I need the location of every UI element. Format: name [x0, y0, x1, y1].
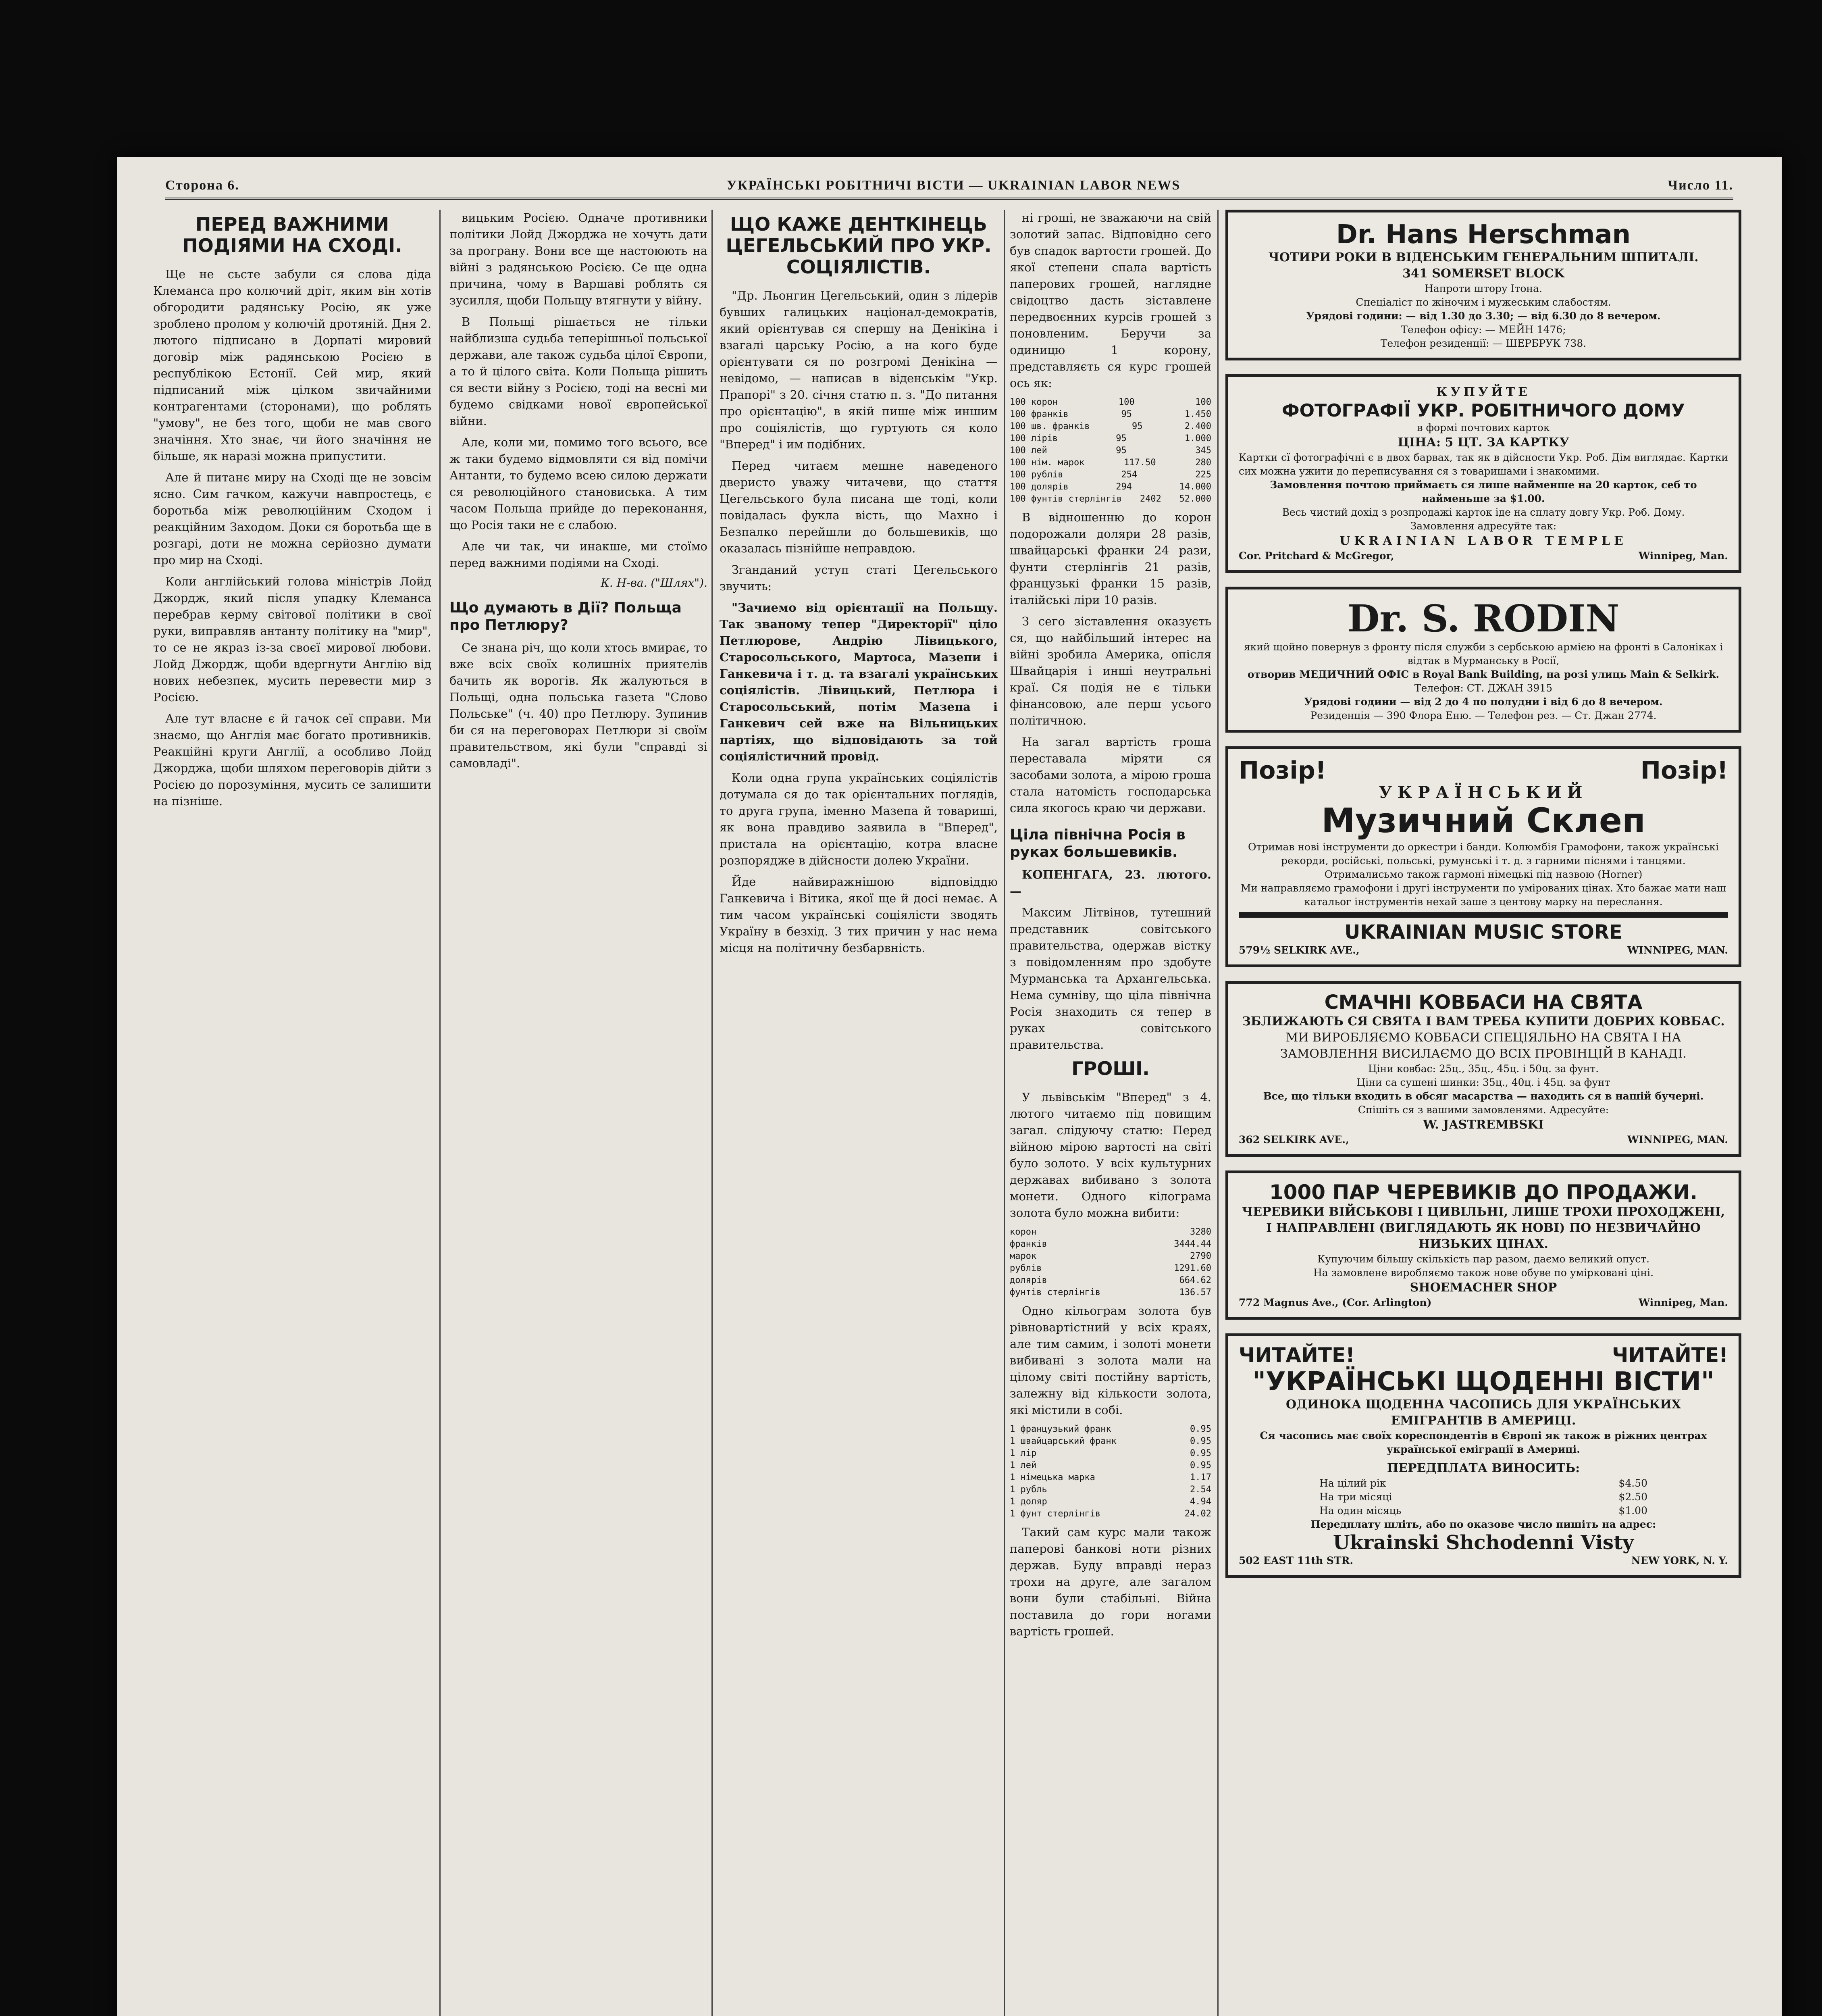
table-cell: 117.50 — [1124, 458, 1156, 468]
gold-row — [1010, 1250, 1211, 1262]
gold-coin-table — [1010, 1226, 1211, 1299]
ad-city: Winnipeg, Man. — [1638, 1297, 1728, 1308]
table-cell: 4.94 — [1190, 1497, 1211, 1507]
ad-attention: ЧИТАЙТЕ! — [1612, 1343, 1728, 1367]
subscription-rates — [1319, 1477, 1647, 1518]
ad-title: Dr. Hans Herschman — [1336, 220, 1631, 250]
ad-title: 1000 ПАР ЧЕРЕВИКІВ ДО ПРОДАЖИ. — [1269, 1181, 1698, 1204]
ad-text: Резиденція — 390 Флора Еню. — Телефон рез. — Ст. Джан 2774. — [1310, 710, 1657, 721]
rate-row — [1010, 1484, 1211, 1496]
ad-owner: W. JASTREMBSKI — [1423, 1118, 1544, 1132]
ad-text: Ми направляємо грамофони і другі інструменти по умірованих цінах. Хто бажає мати наш катальог інструментів нехай заше з центову марку на переслання. — [1240, 882, 1726, 908]
table-cell: 100 фунтів стерлінгів — [1010, 494, 1122, 504]
table-cell: долярів — [1010, 1275, 1047, 1286]
subscription-rate-row — [1319, 1490, 1647, 1504]
article-paragraph: Але, коли ми, помимо того всього, все ж таки будемо відмовляти ся від помічи Антанти, то будемо всею силою держати ся революційного становиська. А тим часом Польща прийде до переконання, що Росія таки не є слабою. — [449, 435, 707, 532]
table-cell: корон — [1010, 1227, 1037, 1237]
ad-address: 579½ SELKIRK AVE., — [1239, 944, 1360, 956]
table-cell: 1 лір — [1010, 1448, 1037, 1459]
column-rule — [711, 210, 713, 2016]
ad-attention: ЧИТАЙТЕ! — [1239, 1343, 1355, 1367]
table-cell: 100 рублів — [1010, 470, 1063, 480]
gold-row — [1010, 1287, 1211, 1299]
ad-text: ЧОТИРИ РОКИ В ВІДЕНСЬКИМ ГЕНЕРАЛЬНИМ ШПИТАЛІ. — [1268, 250, 1699, 264]
ad-sausage — [1225, 981, 1741, 1157]
article-title: ПЕРЕД ВАЖНИМИ ПОДІЯМИ НА СХОДІ. — [182, 213, 402, 256]
article-signature: К. Н-ва. ("Шлях"). — [601, 576, 707, 589]
table-cell: 2.54 — [1190, 1485, 1211, 1495]
table-cell: 95 — [1131, 421, 1143, 431]
subscription-rate-row — [1319, 1477, 1647, 1490]
page-header — [165, 173, 1733, 200]
ad-text: який щойно повернув з фронту після служби з сербською армією на фронті в Салоніках і відтак в Мурманську в Росії, — [1244, 641, 1723, 666]
ad-attention: Позір! — [1239, 756, 1327, 785]
ad-daily-news — [1225, 1333, 1741, 1578]
table-cell: 2790 — [1190, 1251, 1211, 1262]
table-cell: 1.17 — [1190, 1472, 1211, 1483]
rate-price: $4.50 — [1618, 1477, 1647, 1489]
table-cell: 664.62 — [1179, 1275, 1211, 1286]
table-cell: фунтів стерлінгів — [1010, 1287, 1101, 1298]
rate-row — [1010, 1472, 1211, 1484]
table-cell: 52.000 — [1179, 494, 1211, 504]
ad-address: 362 SELKIRK AVE., — [1239, 1134, 1349, 1145]
ad-phone: Телефон резиденції: — ШЕРБРУК 738. — [1380, 337, 1587, 349]
table-cell: 3444.44 — [1174, 1239, 1211, 1250]
ad-price: ЦІНА: 5 ЦТ. ЗА КАРТКУ — [1398, 435, 1569, 450]
rate-row — [1010, 421, 1211, 433]
ad-text: Ся часопись має своїх кореспондентів в Європі як також в ріжних центрах української еміграції в Америці. — [1260, 1430, 1707, 1455]
ad-hours: Урядові години: — від 1.30 до 3.30; — від 6.30 до 8 вечером. — [1306, 310, 1661, 322]
table-cell: 100 лірів — [1010, 433, 1058, 444]
article-subtitle: Ціла північна Росія в руках большевиків. — [1010, 827, 1186, 861]
article-paragraph: Зганданий уступ статі Цегельського звучить: — [720, 562, 998, 593]
rate-row — [1010, 396, 1211, 408]
ad-text: отворив МЕДИЧНИЙ ОФІС в Royal Bank Building, на розі улиць Main & Selkirk. — [1247, 669, 1720, 680]
article-column-2 — [449, 210, 707, 777]
article-column-4 — [1010, 210, 1211, 1645]
table-cell: 0.95 — [1190, 1424, 1211, 1435]
article-paragraph: вицьким Росією. Одначе противники політики Лойд Джорджа не хочуть дати за програну. Вони все ще настоюють на війні з радянською Росією. Се ще одна причина, чому в Варшаві роблять ся зусилля, щоби Польщу втягнути у війну. — [449, 211, 707, 307]
table-cell: 1 фунт стерлінгів — [1010, 1509, 1101, 1519]
table-cell: 136.57 — [1179, 1287, 1211, 1298]
ad-text: Напроти штору Ітона. — [1425, 283, 1542, 294]
ad-paper-name: Ukrainski Shchodenni Visty — [1333, 1531, 1634, 1554]
table-cell: 1 німецька марка — [1010, 1472, 1095, 1483]
article-paragraph: Коли англійський голова міністрів Лойд Джордж, який після упадку Клеманса перебрав керму світової політики в свої руки, виправляв антанту політику на "мир", то се не якраз із-за своєї мирової любови. Лойд Джордж, щоби вдергнути Англію від нових небезпек, мусить перевести мир з Росією. — [153, 574, 431, 704]
ad-text: ЗБЛИЖАЮТЬ СЯ СВЯТА І ВАМ ТРЕБА КУПИТИ ДОБРИХ КОВБАС. — [1242, 1014, 1725, 1029]
table-cell: 2402 — [1140, 494, 1161, 504]
ad-text: ЧЕРЕВИКИ ВІЙСЬКОВІ І ЦИВІЛЬНІ, ЛИШЕ ТРОХИ ПРОХОДЖЕНІ, І НАПРАВЛЕНІ (ВИГЛЯДАЮТЬ ЯК НОВІ) ПО НЕЗВИЧАЙНО НИЗЬКИХ ЦІНАХ. — [1242, 1205, 1725, 1251]
ad-phone: Телефон: СТ. ДЖАН 3915 — [1414, 682, 1553, 694]
ad-shoes — [1225, 1170, 1741, 1320]
column-rule — [439, 210, 441, 2016]
ad-text: Отримав нові інструменти до оркестри і банди. Колюмбія Грамофони, також українські рекорди, російські, польські, румунські і т. д. з гарними піснями і танцями. — [1248, 841, 1719, 866]
rate-row — [1010, 469, 1211, 481]
table-cell: марок — [1010, 1251, 1037, 1262]
newspaper-page — [117, 157, 1782, 2016]
table-cell: 1 лей — [1010, 1460, 1037, 1471]
ad-city: Winnipeg, Man. — [1638, 550, 1728, 562]
ad-kicker: КУПУЙТЕ — [1436, 385, 1531, 399]
table-cell: 100 шв. франків — [1010, 421, 1090, 431]
rate-price: $2.50 — [1618, 1491, 1647, 1503]
article-paragraph: В Польщі рішається не тільки найблизша судьба теперішньої польської держави, але також судьба цілої Європи, а то й цілого світа. Коли Польща рішить ся вести війну з Росією, тоді на весні ми будемо свідками нової європейської війни. — [449, 315, 707, 428]
table-cell: 1.450 — [1184, 409, 1211, 419]
ad-rule — [1239, 912, 1728, 918]
ad-music-store — [1225, 746, 1741, 967]
article-quote: "Зачиемо від орієнтації на Польщу. Так званому тепер "Директорії" ціло Петлюрове, Андрію Лівицького, Старосольського, Мартоса, Мазепи і Ганкевича і т. д. та взагалі українських соціялістів. Лівицький, Петлюра і Старосольський, потім Мазепа і Ганкевич сей вже на Вільницьких партіях, що відповідають за той соціялістичний провід. — [720, 600, 998, 763]
table-cell: 345 — [1195, 446, 1211, 456]
ad-title: СМАЧНІ КОВБАСИ НА СВЯТА — [1324, 991, 1643, 1014]
article-paragraph: Йде найвиражнішою відповіддю Ганкевича і Вітика, якої ще й досі немає. А тим часом українські соціялісти зводять Україну в безхід. З тих причин у нас нема місця на політичну безбарвність. — [720, 875, 998, 955]
ad-text: ОДИНОКА ЩОДЕННА ЧАСОПИСЬ ДЛЯ УКРАЇНСЬКИХ ЕМІГРАНТІВ В АМЕРИЦІ. — [1285, 1397, 1681, 1428]
ad-address: 772 Magnus Ave., (Cor. Arlington) — [1239, 1297, 1432, 1308]
gold-row — [1010, 1238, 1211, 1250]
gold-row — [1010, 1226, 1211, 1238]
article-paragraph: Максим Літвінов, тутешний представник совітського правительства, одержав вістку з повідомленням про здобуте Мурманська та Архангельська. Нема сумніву, що ціла північна Росія знаходить ся тепер в руках совітського правительства. — [1010, 906, 1211, 1052]
table-cell: 0.95 — [1190, 1460, 1211, 1471]
currency-rate-table — [1010, 1423, 1211, 1520]
ad-title: Музичний Склеп — [1321, 801, 1645, 840]
article-paragraph: На загал вартість гроша переставала міряти ся засобами золота, а мірою гроша стала натомість господарська сила якогось краю чи держави. — [1010, 735, 1211, 815]
rate-row — [1010, 493, 1211, 505]
advertisement-column — [1225, 210, 1741, 1591]
article-paragraph: Одно кільограм золота був рівновартістний у всіх краях, але тим самим, і золоті монети вибивані з золота мали на цілому світі постійну вартість, залежну від кількости золота, які містили в собі. — [1010, 1304, 1211, 1417]
ad-text: На замовлене виробляємо також нове обуве по умірковані ціні. — [1313, 1267, 1654, 1279]
ad-text: Спеціаліст по жіночим і мужеським слабостям. — [1356, 296, 1611, 308]
gold-row — [1010, 1262, 1211, 1275]
table-cell: 0.95 — [1190, 1436, 1211, 1447]
ad-title: "УКРАЇНСЬКІ ЩОДЕННІ ВІСТИ" — [1252, 1367, 1715, 1397]
table-cell: 24.02 — [1184, 1509, 1211, 1519]
table-cell: 1 швайцарський франк — [1010, 1436, 1117, 1447]
table-cell: 100 — [1118, 397, 1135, 407]
article-paragraph: З сего зіставлення оказуєть ся, що найбільший інтерес на війні зробила Америка, опісля Швайцарія і инші неутральні краї. Ся подія не є тільки фінансовою, але перш усього політичною. — [1010, 614, 1211, 727]
ad-text: МИ ВИРОБЛЯЄМО КОВБАСИ СПЕЦІЯЛЬНО НА СВЯТА І НА ЗАМОВЛЕННЯ ВИСИЛАЄМО ДО ВСІХ ПРОВІНЦІЙ В КАНАДІ. — [1280, 1031, 1687, 1061]
page-number: Сторона 6. — [165, 178, 239, 193]
table-cell: 254 — [1121, 470, 1138, 480]
rate-row — [1010, 408, 1211, 421]
rate-row — [1010, 481, 1211, 493]
table-cell: 2.400 — [1184, 421, 1211, 431]
ad-title: ФОТОГРАФІЇ УКР. РОБІТНИЧОГО ДОМУ — [1282, 400, 1685, 421]
article-paragraph: "Др. Льонгин Цегельський, один з лідерів бувших галицьких націонал-демократів, який орієнтував ся спершу на Денікіна і взагалі царську Росію, а на кого буде орієнтувати ся по розгромі Денікіна — невідомо, — написав в віденськім "Укр. Прапорі" з 20. січня статю п. з. "До питання про орієнтацію", в якій пише між иншим про соціялістів, що гуртують ся коло "Вперед" і им подібних. — [720, 288, 998, 451]
table-cell: 1 рубль — [1010, 1485, 1047, 1495]
ad-address: 341 SOMERSET BLOCK — [1402, 267, 1564, 281]
ad-phone: Телефон офісу: — МЕЙН 1476; — [1401, 324, 1566, 335]
ad-org: UKRAINIAN LABOR TEMPLE — [1339, 534, 1627, 548]
table-cell: 225 — [1195, 470, 1211, 480]
ad-photos — [1225, 374, 1741, 573]
table-cell: 100 нім. марок — [1010, 458, 1085, 468]
article-subtitle: Що думають в Дії? Польща про Петлюру? — [449, 600, 682, 634]
article-paragraph: ні грошi, не зважаючи на свій золотий запас. Відповідно сего був спадок вартости грошей. До якої степени спала вартість паперових грошей, наглядне свідоцтво дасть зіставлене передвоєнних курсів грошей з поновленим. Беручи за одиницю 1 корону, представляєть ся курс грошей ось як: — [1010, 211, 1211, 390]
ad-title: Dr. S. RODIN — [1347, 597, 1620, 640]
table-cell: 1291.60 — [1174, 1263, 1211, 1274]
article-column-3 — [720, 210, 998, 961]
ad-kicker: УКРАЇНСЬКИЙ — [1379, 783, 1588, 802]
table-cell: 0.95 — [1190, 1448, 1211, 1459]
table-cell: 1 доляр — [1010, 1497, 1047, 1507]
article-title: ЩО КАЖЕ ДЕНТКІНЕЦЬ ЦЕГЕЛЬСЬКИЙ ПРО УКР. СОЦІЯЛІСТІВ. — [726, 213, 992, 278]
table-cell: 100 — [1195, 397, 1211, 407]
article-column-1 — [153, 210, 431, 814]
ad-text: Замовлення почтою приймаєть ся лише найменше на 20 карток, себ то найменьше за $1.00. — [1270, 479, 1697, 504]
article-paragraph: Але чи так, чи инакше, ми стоїмо перед важними подіями на Сході. — [449, 539, 707, 570]
issue-number: Число 11. — [1668, 178, 1733, 193]
gold-row — [1010, 1275, 1211, 1287]
article-paragraph: Коли одна група українських соціялістів дотумала ся до так орієнтальних поглядів, то друга група, іменно Мазепа й товариші, як вона правдиво заявила в "Вперед", пристала на орієнтацію, котра власне розпорядже в дійсности долею України. — [720, 771, 998, 867]
column-rule — [1217, 210, 1219, 2016]
table-cell: 280 — [1195, 458, 1211, 468]
table-cell: 95 — [1116, 433, 1127, 444]
ad-text: Все, що тільки входить в обсяг масарства — находить ся в нашій бучерні. — [1263, 1090, 1704, 1102]
table-cell: 95 — [1116, 446, 1127, 456]
article-title: ГРОШІ. — [1071, 1058, 1150, 1080]
rate-term: На три місяці — [1319, 1491, 1392, 1503]
rate-row — [1010, 1460, 1211, 1472]
currency-rate-table — [1010, 396, 1211, 505]
ad-text: Купуючим більшу скількість пар разом, даємо великий опуст. — [1317, 1253, 1650, 1265]
rate-row — [1010, 1435, 1211, 1447]
rate-term: На цілий рік — [1319, 1477, 1386, 1489]
article-paragraph: Се знана річ, що коли хтось вмирає, то вже всіх своїх колишніх приятелів бачить як ворогів. Як жалуються в Польщі, одна польська газета "Слово Польське" (ч. 40) про Петлюру. Зупинив би ся на переговорах Петлюри зі своїм правительством, які були "справді зі самовладі". — [449, 641, 707, 771]
rate-row — [1010, 1508, 1211, 1520]
rate-row — [1010, 457, 1211, 469]
rate-term: На один місяць — [1319, 1505, 1402, 1516]
ad-city: WINNIPEG, MAN. — [1627, 1134, 1728, 1145]
column-rule — [1004, 210, 1005, 2016]
ad-price: Ціни ковбас: 25ц., 35ц., 45ц. і 50ц. за фунт. — [1368, 1063, 1599, 1075]
rate-row — [1010, 1496, 1211, 1508]
rate-price: $1.00 — [1618, 1505, 1647, 1516]
dateline: КОПЕНГАГА, 23. лютого. — — [1010, 868, 1211, 898]
subscription-rate-row — [1319, 1504, 1647, 1518]
table-cell: 294 — [1116, 482, 1132, 492]
ad-rodin — [1225, 587, 1741, 733]
ad-text: Весь чистий дохід з розпродажі карток іде на сплату довгу Укр. Роб. Дому. — [1282, 506, 1685, 518]
table-cell: 14.000 — [1179, 482, 1211, 492]
ad-text: ПЕРЕДПЛАТА ВИНОСИТЬ: — [1387, 1461, 1580, 1475]
article-paragraph: Але тут власне є й гачок сеї справи. Ми знаємо, що Англія має богато противників. Реакційні круги Англії, а особливо Лойд Джорджа, щоби шляхом переговорів дійти з Росією до порозуміння, мусить се залишити на пізніше. — [153, 711, 431, 808]
article-paragraph: Такий сам курс мали також паперові банкові ноти різних держав. Буду вправді нераз трохи на друге, але загалом вони були стабільні. Війна поставила до гори ногами вартість грошей. — [1010, 1525, 1211, 1639]
table-cell: 100 франків — [1010, 409, 1069, 419]
ad-text: Замовлення адресуйте так: — [1410, 520, 1557, 532]
ad-text: Спішіть ся з вашими замовленями. Адресуйте: — [1358, 1104, 1609, 1116]
ad-address: Cor. Pritchard & McGregor, — [1239, 550, 1394, 562]
table-cell: 1.000 — [1184, 433, 1211, 444]
rate-row — [1010, 445, 1211, 457]
ad-text: Картки сї фотографічні є в двох барвах, так як в дійсности Укр. Роб. Дім виглядає. Картки сих можна ужити до переписування ся з товаришами і знакомими. — [1239, 452, 1728, 477]
ad-city: WINNIPEG, MAN. — [1627, 944, 1728, 956]
ad-city: NEW YORK, N. Y. — [1631, 1555, 1728, 1566]
table-cell: рублів — [1010, 1263, 1042, 1274]
rate-row — [1010, 433, 1211, 445]
ad-store-name: UKRAINIAN MUSIC STORE — [1344, 921, 1622, 943]
table-cell: 1 французький франк — [1010, 1424, 1111, 1435]
rate-row — [1010, 1447, 1211, 1460]
table-cell: франків — [1010, 1239, 1047, 1250]
ad-address: 502 EAST 11th STR. — [1239, 1555, 1354, 1566]
table-cell: 100 корон — [1010, 397, 1058, 407]
article-paragraph: Але й питанє миру на Сході ще не зовсім ясно. Сим гачком, кажучи навпростець, є боротьба між революційним Сходом і реакційним Заходом. Доки ся боротьба ще в розгарі, доти не можна серйозно думати про мир на Сході. — [153, 470, 431, 567]
article-paragraph: Перед читаєм мешне наведеного дверисто уважу читачеви, що стаття Цегельського була писана ще тоді, коли повідалась фукла вість, що Махно і Безпалко перейшли до большевиків, що оказалась пізнійше неправдою. — [720, 458, 998, 555]
ad-shop-name: SHOEMAСHER SHOP — [1410, 1281, 1557, 1295]
rate-row — [1010, 1423, 1211, 1435]
article-paragraph: Ще не сьсте забули ся слова діда Клеманса про колючий дріт, яким він хотів обгородити радянську Росію, як уже зроблено пролом у колючій дротяній. Дня 2. лютого підписано в Дорпаті мировий договір між радянською Росією в республікою Естонії. Сей мир, який підписаний між цілком звичайними контрагентами (сторонами), що роблять "умову", не без того, щоби не мав свого значіння. Хто знає, чи його значіння не більше, як наразі можна припустити. — [153, 267, 431, 463]
masthead: УКРАЇНСЬКІ РОБІТНИЧІ ВІСТИ — UKRAINIAN LABOR NEWS — [726, 178, 1181, 193]
table-cell: 100 лей — [1010, 446, 1047, 456]
table-cell: 3280 — [1190, 1227, 1211, 1237]
ad-attention: Позір! — [1640, 756, 1728, 785]
article-paragraph: У львівськім "Вперед" з 4. лютого читаємо під повищим загал. слідуючу статю: Перед війною мірою вартості на світі було золото. У всіх культурних державах вибивано з золота монети. Одного кілограма золота було можна вибити: — [1010, 1090, 1211, 1220]
ad-herschman — [1225, 210, 1741, 360]
article-paragraph: В відношенню до корон подорожали доляри 28 разів, швайцарські франки 24 рази, фунти стерлінгів 21 разів, французькі франки 15 разів, італійські ліри 10 разів. — [1010, 510, 1211, 607]
table-cell: 95 — [1121, 409, 1132, 419]
ad-price: Ціни са сушені шинки: 35ц., 40ц. і 45ц. за фунт — [1356, 1077, 1610, 1088]
table-cell: 100 долярів — [1010, 482, 1069, 492]
ad-text: в формі почтових карток — [1417, 422, 1550, 433]
ad-text: Передплату шліть, або по оказове число пишіть на адрес: — [1310, 1518, 1656, 1530]
ad-text: Отрималисьмо також гармоні німецькі під назвою (Horner) — [1324, 868, 1643, 880]
ad-hours: Урядові години — від 2 до 4 по полудни і від 6 до 8 вечером. — [1304, 696, 1663, 708]
